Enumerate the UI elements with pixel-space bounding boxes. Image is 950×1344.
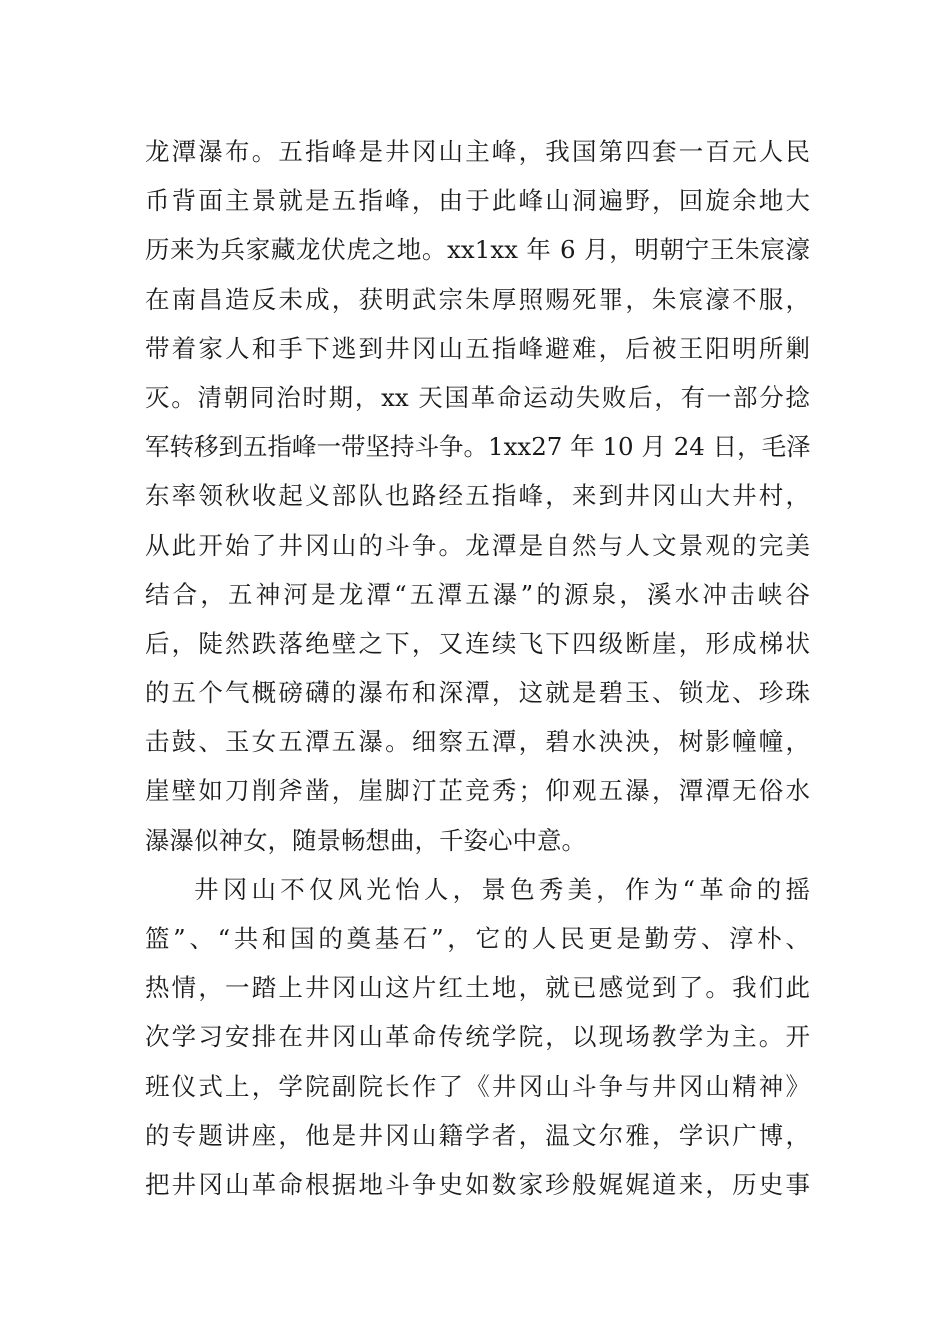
text-line: 的五个气概磅礴的瀑布和深潭，这就是碧玉、锁龙、珍珠 (145, 678, 810, 708)
text-line: 灭。清朝同治时期，xx 天国革命运动失败后，有一部分捻 (145, 382, 810, 412)
text-line: 篮”、“共和国的奠基石”，它的人民更是勤劳、淳朴、 (145, 924, 810, 953)
text-line: 热情，一踏上井冈山这片红土地，就已感觉到了。我们此 (145, 973, 810, 1003)
text-line: 击鼓、玉女五潭五瀑。细察五潭，碧水泱泱，树影幢幢， (145, 727, 810, 757)
text-line: 班仪式上，学院副院长作了《井冈山斗争与井冈山精神》 (145, 1071, 810, 1101)
paragraph (145, 127, 810, 865)
text-line: 币背面主景就是五指峰，由于此峰山洞遍野，回旋余地大 (145, 186, 810, 216)
text-line: 的专题讲座，他是井冈山籍学者，温文尔雅，学识广博， (145, 1120, 810, 1150)
text-line: 带着家人和手下逃到井冈山五指峰避难，后被王阳明所剿 (145, 333, 810, 363)
text-line: 后，陡然跌落绝壁之下，又连续飞下四级断崖，形成梯状 (145, 628, 810, 658)
text-line: 崖壁如刀削斧凿，崖脚汀芷竞秀；仰观五瀑，潭潭无俗水 (145, 776, 810, 806)
paragraph (145, 865, 810, 1209)
text-line: 瀑瀑似神女，随景畅想曲，千姿心中意。 (145, 825, 586, 855)
text-line: 龙潭瀑布。五指峰是井冈山主峰，我国第四套一百元人民 (145, 137, 810, 166)
text-line: 次学习安排在井冈山革命传统学院，以现场教学为主。开 (145, 1022, 810, 1052)
text-line: 军转移到五指峰一带坚持斗争。1xx27 年 10 月 24 日，毛泽 (145, 432, 811, 462)
text-line: 井冈山不仅风光怡人，景色秀美，作为“革命的摇 (194, 874, 810, 904)
body-text (145, 127, 810, 1209)
text-line: 从此开始了井冈山的斗争。龙潭是自然与人文景观的完美 (145, 530, 810, 560)
text-line: 结合，五神河是龙潭“五潭五瀑”的源泉，溪水冲击峡谷 (145, 579, 810, 609)
text-line: 把井冈山革命根据地斗争史如数家珍般娓娓道来，历史事 (145, 1169, 810, 1199)
text-line: 历来为兵家藏龙伏虎之地。xx1xx 年 6 月，明朝宁王朱宸濠 (145, 235, 810, 265)
text-line: 东率领秋收起义部队也路经五指峰，来到井冈山大井村， (145, 481, 810, 511)
text-line: 在南昌造反未成，获明武宗朱厚照赐死罪，朱宸濠不服， (145, 284, 810, 314)
